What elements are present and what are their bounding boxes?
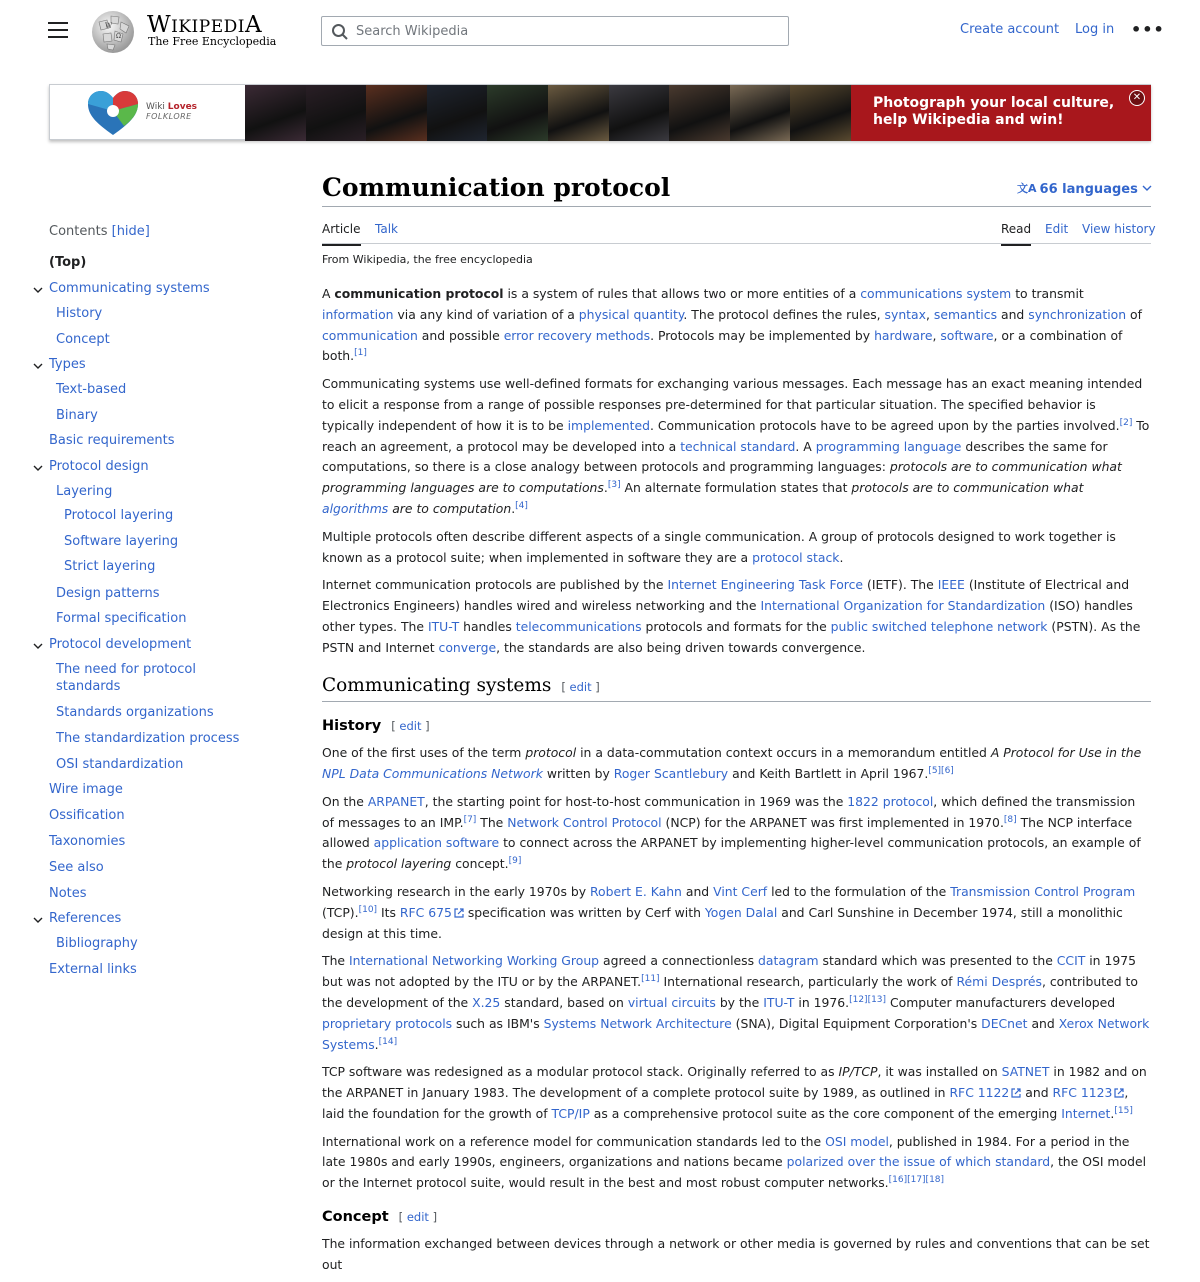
chevron-down-icon[interactable] [33,463,43,473]
title-divider [322,206,1151,207]
link[interactable]: hardware [874,327,933,343]
toc-item-protocol-layering[interactable]: Protocol layering [64,508,174,523]
link[interactable]: semantics [933,306,998,322]
toc-item-history[interactable]: History [56,306,103,321]
toc-item-protocol-design[interactable]: Protocol design [49,459,149,474]
link[interactable]: programming language [815,438,962,454]
page-title: Communication protocol [322,173,671,202]
link[interactable]: ITU-T [427,618,460,634]
link[interactable]: Transmission Control Program [950,883,1136,899]
search-box[interactable] [321,16,789,46]
tab-talk[interactable]: Talk [375,222,398,236]
citation[interactable]: [2] [1119,417,1133,428]
citation[interactable]: [1] [354,348,367,359]
citation[interactable]: [3] [607,480,621,491]
search-icon [331,23,349,41]
wikipedia-tagline: The Free Encyclopedia [148,35,277,48]
wiki-loves-folklore-heart-logo [86,89,140,137]
toc-item-ossification[interactable]: Ossification [49,808,125,823]
external-link[interactable]: RFC 1122 [949,1085,1010,1101]
banner-photo [730,85,791,141]
toc-item-communicating-systems[interactable]: Communicating systems [49,281,210,296]
link[interactable]: Internet Engineering Task Force [667,577,864,593]
external-link-icon [1114,1088,1124,1098]
toc-item-text-based[interactable]: Text-based [56,382,127,397]
link[interactable]: Robert E. Kahn [589,883,682,899]
link[interactable]: DECnet [981,1015,1028,1031]
link[interactable]: SATNET [1001,1064,1050,1080]
toc-item-software-layering[interactable]: Software layering [64,534,179,549]
citation[interactable]: [9] [508,856,522,866]
link[interactable]: Network Control Protocol [507,814,662,830]
toc-item-top[interactable]: (Top) [49,255,87,270]
link[interactable]: Xerox Network Systems [322,1015,1150,1052]
link[interactable]: Vint Cerf [713,883,768,899]
section-edit-link: [ edit ] [561,679,600,694]
citation[interactable]: [7] [463,814,477,825]
section-edit-link: [ edit ] [391,719,430,734]
toc-item-protocol-development[interactable]: Protocol development [49,637,192,652]
paragraph: A communication protocol is a system of rules that allows two or more entities of a communications system to transmit information via any kind of variation of a physical quantity. The protocol defines the rules, syntax, semantics and synchronization of communication and possible error recovery methods. Protocols may be implemented by hardware, software, or a combination of both.[1] [322,286,1142,364]
citation[interactable]: [14] [378,1036,398,1047]
chevron-down-icon[interactable] [33,285,43,295]
chevron-down-icon[interactable] [33,915,43,925]
campaign-banner[interactable] [49,84,1151,140]
svg-text:W: W [105,22,113,30]
link[interactable]: Roger Scantlebury [613,765,729,781]
paragraph: Multiple protocols often describe different aspects of a single communication. A group of protocols designed to work together is known as a protocol suite; when implemented in software they are a protocol stack. [322,528,1116,565]
toc-item-standards-organizations[interactable]: Standards organizations [56,705,214,720]
link[interactable]: ITU-T [763,994,795,1010]
external-link[interactable]: RFC 675 [399,904,452,920]
banner-photo [669,85,730,141]
link[interactable]: software [940,327,994,343]
link[interactable]: implemented [567,417,650,433]
toc-item-layering[interactable]: Layering [56,484,113,499]
toc-item-need-for-standards-line2[interactable]: standards [56,679,121,694]
banner-photo [609,85,670,141]
edit-link[interactable]: edit [406,1210,429,1225]
toc-item-need-for-standards[interactable]: The need for protocol [56,662,196,677]
section-edit-link: [ edit ] [398,1210,438,1225]
link[interactable]: error recovery methods [503,327,651,343]
language-selector[interactable] [1017,181,1152,197]
link[interactable]: IEEE [937,577,965,593]
link[interactable]: synchronization [1028,306,1127,322]
edit-link[interactable]: edit [399,719,422,734]
banner-photo [548,85,609,141]
paragraph: International work on a reference model for communication standards led to the OSI model, published in 1984. For a period in the late 1980s and early 1990s, engineers, organizations and nations became polarized over the issue of which standard, the OSI model or the Internet protocol suite, would result in the best and most robust computer networks.[16][17][18] [322,1133,1147,1191]
section-heading-communicating-systems: Communicating systems [ edit ] [322,666,1151,703]
toc-item-design-patterns[interactable]: Design patterns [56,586,160,601]
link[interactable]: Systems Network Architecture [543,1015,732,1031]
chevron-down-icon[interactable] [33,361,43,371]
tab-view-history[interactable]: View history [1082,222,1156,236]
log-in-link[interactable]: Log in [1075,22,1115,37]
link[interactable]: International Organization for Standardization [760,598,1046,614]
tab-edit[interactable]: Edit [1045,222,1069,236]
link[interactable]: application software [373,835,500,851]
link[interactable]: International Networking Working Group [348,953,600,969]
link[interactable]: X.25 [472,994,501,1010]
link[interactable]: communication [322,327,418,343]
link[interactable]: OSI model [825,1133,889,1149]
edit-link[interactable]: edit [569,679,592,694]
external-link-icon [454,908,464,918]
toc-item-basic-requirements[interactable]: Basic requirements [49,433,175,448]
link[interactable]: syntax [884,306,926,322]
main-menu-icon[interactable] [48,22,68,38]
section-heading-history: History [ edit ] [322,718,430,735]
toc-item-binary[interactable]: Binary [56,408,98,423]
chevron-down-icon [1142,183,1152,193]
link[interactable]: proprietary protocols [322,1015,453,1031]
link[interactable]: CCIT [1056,953,1086,969]
banner-photo [427,85,488,141]
close-icon[interactable]: ✕ [1129,90,1145,106]
banner-message-line2: help Wikipedia and win! [873,112,1064,128]
link[interactable]: algorithms [322,500,389,516]
chevron-down-icon[interactable] [33,641,43,651]
toc-item-osi-standardization[interactable]: OSI standardization [56,757,184,772]
banner-message[interactable] [851,85,1151,141]
citation[interactable]: [15] [1114,1105,1133,1116]
link[interactable]: datagram [758,953,819,969]
tabs-divider [322,243,1151,244]
toc-item-types[interactable]: Types [49,357,86,372]
toc-item-taxonomies[interactable]: Taxonomies [49,834,126,849]
link[interactable]: information [322,306,394,322]
tab-article[interactable]: Article [322,222,361,246]
link[interactable]: communications system [860,286,1012,301]
paragraph: Networking research in the early 1970s by Robert E. Kahn and Vint Cerf led to the formulation of the Transmission Control Program (TCP).[10] Its RFC 675 specification was written by Cerf with Yogen Dalal and Carl Sunshine in December 1974, still a monolithic design at this time. [322,883,1136,941]
banner-photo-strip [245,85,851,141]
banner-photo [487,85,548,141]
paragraph: Internet communication protocols are published by the Internet Engineering Task Force (IETF). The IEEE (Institute of Electrical and Electronics Engineers) handles wired and wireless networking and the International Organization for Standardization (ISO) handles other types. The ITU-T handles telecommunications protocols and formats for the public switched telephone network (PSTN). As the PSTN and Internet converge, the standards are also being driven towards convergence. [322,577,1141,655]
svg-text:文A: 文A [1017,182,1037,195]
search-input[interactable] [356,20,776,42]
toc-item-bibliography[interactable]: Bibliography [56,936,138,951]
citation[interactable]: [16][17][18] [888,1175,945,1186]
link[interactable]: telecommunications [515,618,642,634]
toc-item-references[interactable]: References [49,911,122,926]
citation[interactable]: [11] [641,973,660,984]
banner-message-line1: Photograph your local culture, [873,95,1115,111]
toc-item-concept[interactable]: Concept [56,332,110,347]
toc-hide-link[interactable]: [hide] [111,224,150,239]
wikipedia-globe-logo[interactable] [89,8,137,54]
logo-word-folklore: FOLKLORE [146,112,192,121]
toc-item-notes[interactable]: Notes [49,886,87,901]
tab-read[interactable]: Read [1001,222,1031,246]
link[interactable]: NPL Data Communications Network [322,765,543,781]
toc-item-external-links[interactable]: External links [49,962,137,977]
paragraph: One of the first uses of the term protocol in a data-commutation context occurs in a memorandum entitled A Protocol for Use in the NPL Data Communications Network written by Roger Scantlebury and Keith Bartlett in April 1967.[5][6] [322,745,1142,781]
paragraph: TCP software was redesigned as a modular protocol stack. Originally referred to as IP/TCP, it was installed on SATNET in 1982 and on the ARPANET in January 1983. The development of a complete protocol suite by 1989, as outlined in RFC 1122 and RFC 1123 , laid the foundation for the growth of TCP/IP as a comprehensive protocol suite as the core component of the emerging Internet.[15] [322,1064,1147,1121]
link[interactable]: ARPANET [367,793,425,809]
site-header [0,0,1200,66]
paragraph: The information exchanged between devices through a network or other media is governed by rules and conventions that can be set out [322,1235,1150,1272]
create-account-link[interactable]: Create account [960,22,1060,37]
link[interactable]: 1822 protocol [847,793,934,809]
link[interactable]: protocol stack [752,549,840,565]
paragraph: The International Networking Working Group agreed a connectionless datagram standard which was presented to the CCIT in 1975 but was not adopted by the ITU or by the ARPANET.[11] International research, particularly the work of Rémi Després, contributed to the development of the X.25 standard, based on virtual circuits by the ITU-T in 1976.[12][13] Computer manufacturers developed proprietary protocols such as IBM's Systems Network Architecture (SNA), Digital Equipment Corporation's DECnet and Xerox Network Systems.[14] [322,953,1150,1052]
toc-heading-label: Contents [49,224,108,239]
wikipedia-wordmark[interactable]: WIKIPEDIA [147,12,263,38]
link[interactable]: physical quantity [578,306,684,322]
banner-photo [306,85,367,141]
site-subtitle: From Wikipedia, the free encyclopedia [322,253,533,266]
link[interactable]: converge [438,639,497,655]
paragraph: On the ARPANET, the starting point for host-to-host communication in 1969 was the 1822 protocol, which defined the transmission of messages to an IMP.[7] The Network Control Protocol (NCP) for the ARPANET was first implemented in 1970.[8] The NCP interface allowed application software to connect across the ARPANET by implementing higher-level communication protocols, an example of the protocol layering concept.[9] [322,793,1141,872]
citation[interactable]: [5][6] [928,765,954,776]
more-options-icon[interactable]: ••• [1131,20,1165,39]
toc-heading [49,224,150,239]
toc-item-strict-layering[interactable]: Strict layering [64,559,156,574]
link[interactable]: technical standard [680,438,796,454]
external-link[interactable]: RFC 1123 [1052,1085,1113,1101]
link[interactable]: public switched telephone network [830,618,1048,634]
banner-photo [245,85,306,141]
toc-item-see-also[interactable]: See also [49,860,104,875]
link[interactable]: Rémi Després [956,974,1042,990]
citation[interactable]: [10] [358,904,378,915]
citation[interactable]: [12][13] [849,994,887,1005]
paragraph: Communicating systems use well-defined formats for exchanging various messages. Each message has an exact meaning intended to elicit a response from a range of possible responses pre-determined for that particular situation. The specified behavior is typically independent of how it is to be implemented. Communication protocols have to be agreed upon by the parties involved.[2] To reach an agreement, a protocol may be developed into a technical standard. A programming language describes the same for computations, so there is a close analogy between protocols and programming languages: protocols are to communication what programming languages are to computations.[3] An alternate formulation states that protocols are to communication what algorithms are to computation.[4] [322,376,1150,516]
toc-item-wire-image[interactable]: Wire image [49,782,123,797]
link[interactable]: polarized over the issue of which standard [786,1154,1051,1170]
logo-word-wiki: Wiki [146,102,165,112]
link[interactable]: virtual circuits [627,994,716,1010]
translate-icon [1017,181,1035,195]
banner-photo [790,85,851,141]
link[interactable]: Yogen Dalal [704,904,778,920]
link[interactable]: Internet [1061,1105,1111,1121]
banner-photo [366,85,427,141]
external-link-icon [1011,1088,1021,1098]
section-heading-concept: Concept [ edit ] [322,1209,438,1226]
citation[interactable]: [4] [515,500,528,511]
link[interactable]: TCP/IP [551,1105,590,1121]
wiki-loves-folklore-text [146,102,197,122]
toc-item-formal-specification[interactable]: Formal specification [56,611,187,626]
article-body [322,284,1151,1282]
svg-text:Ω: Ω [116,33,121,40]
language-count: 66 languages [1039,182,1138,197]
logo-word-loves: Loves [167,102,198,112]
citation[interactable]: [8] [1003,814,1017,825]
toc-item-standardization-process[interactable]: The standardization process [56,731,240,746]
